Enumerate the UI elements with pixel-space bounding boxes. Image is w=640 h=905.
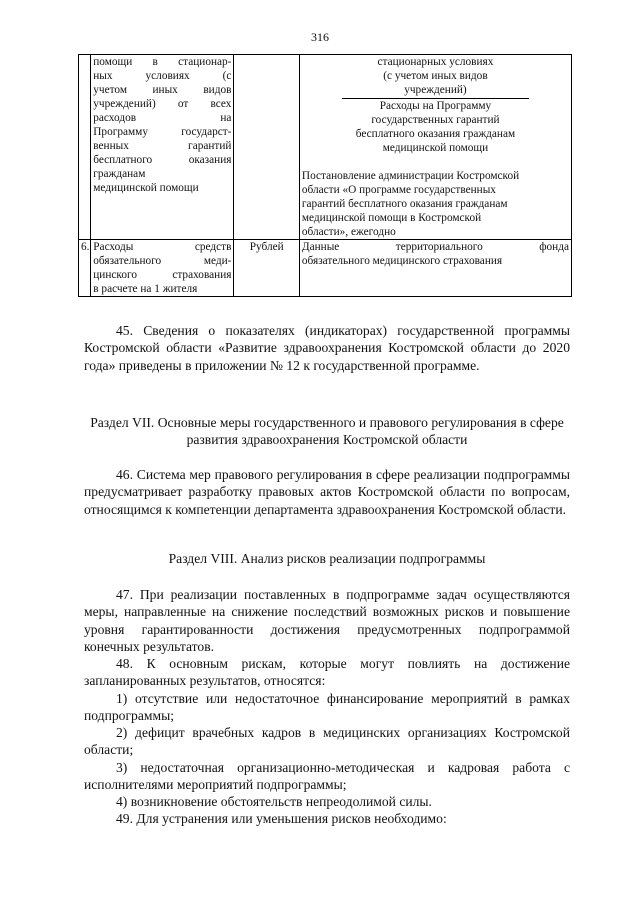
table-cell-unit <box>234 55 299 240</box>
risk-item-4: 4) возникновение обстоятельств непреодолимой силы. <box>116 794 432 809</box>
risk-item-2: 2) дефицит врачебных кадров в медицинских организациях Костромской области; <box>84 725 570 758</box>
section-8-heading: Раздел VIII. Анализ рисков реализации подпрограммы <box>168 551 486 566</box>
table-cell-unit: Рублей <box>234 240 299 297</box>
page-number: 316 <box>311 30 329 44</box>
paragraph-45: 45. Сведения о показателях (индикаторах) государственной программы Костромской области «Развитие здравоохранения Костромской области до 2020 года» приведены в приложении № 12 к государственной программе. <box>84 323 570 373</box>
paragraph-49: 49. Для устранения или уменьшения рисков необходимо: <box>116 811 447 826</box>
table-row <box>79 55 572 240</box>
risk-item-3: 3) недостаточная организационно-методическая и кадровая работа с исполнителями мероприятий подпрограммы; <box>84 760 570 793</box>
table-cell-source: стационарных условиях (с учетом иных видов учреждений) Расходы на Программу государственных гарантий бесплатного оказания гражданам медицинской помощи Постановление администрации Костромской области «О программе государственных гарантий бесплатного оказания гражданам медицинской помощи в Костромской области», ежегодно <box>299 55 571 240</box>
paragraph-47: 47. При реализации поставленных в подпрограмме задач осуществляются меры, направленные на снижение последствий возможных рисков и повышение уровня гарантированности достижения предусмотренных подпрограммой конечных результатов. <box>84 587 570 654</box>
paragraph-48: 48. К основным рискам, которые могут повлиять на достижение запланированных результатов, относятся: <box>84 656 570 689</box>
risk-item-1: 1) отсутствие или недостаточное финансирование мероприятий в рамках подпрограммы; <box>84 691 570 724</box>
table-cell-number <box>79 55 91 240</box>
indicator-table <box>78 54 572 297</box>
table-cell-number: 6. <box>79 240 91 297</box>
paragraph-46: 46. Система мер правового регулирования в сфере реализации подпрограммы предусматривает разработку правовых актов Костромской области по вопросам, относящимся к компетенции департамента здравоохранения Костромской области. <box>84 467 570 517</box>
table-cell-source: Данные территориального фонда обязательного медицинского страхования <box>299 240 571 297</box>
table-row <box>79 240 572 297</box>
table-cell-indicator: помощи в стационар- ных условиях (с учетом иных видов учреждений) от всех расходов на Программу государст- венных гарантий бесплатного оказания гражданам медицинской помощи <box>91 55 234 240</box>
section-7-heading: Раздел VII. Основные меры государственного и правового регулирования в сфере развития здравоохранения Костромской области <box>90 415 564 448</box>
table-cell-indicator: Расходы средств обязательного меди- цинского страхования в расчете на 1 жителя <box>91 240 234 297</box>
